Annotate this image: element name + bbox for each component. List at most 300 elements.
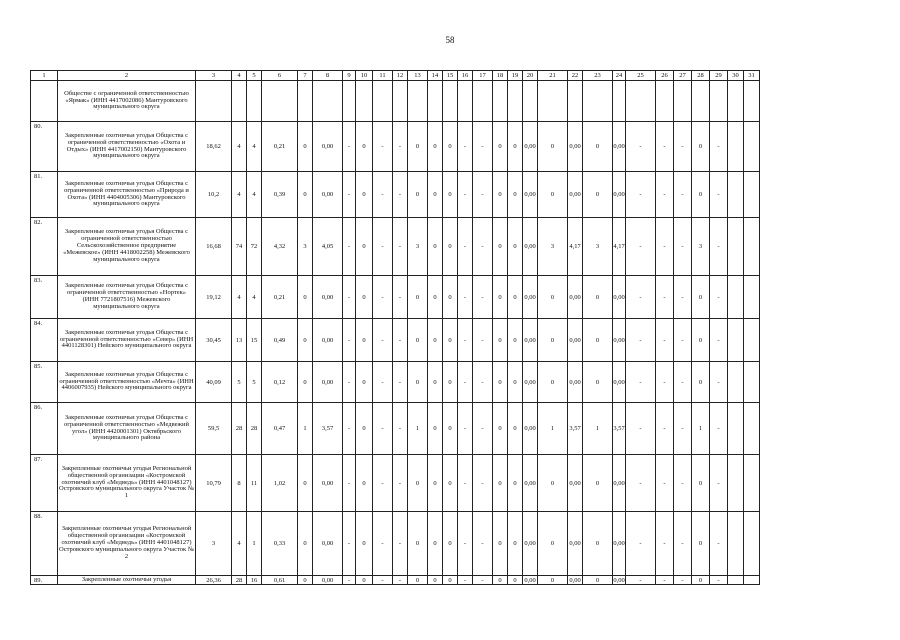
hunting-ground-name: Закрепленные охотничьи угодья [58,576,196,585]
cell-col-29: - [710,362,728,403]
cell-col-21: 0 [538,172,568,218]
cell-col-19: 0 [508,362,523,403]
cell-col-25: - [626,512,656,576]
cell-col-14: 0 [428,218,443,276]
cell-col-31 [744,172,760,218]
cell-col-19: 0 [508,455,523,512]
cell-col-8: 0,00 [313,276,343,319]
cell-col-11: - [373,403,393,455]
row-number: 81. [31,172,58,218]
cell-col-12: - [393,512,408,576]
cell-col-11: - [373,455,393,512]
cell-col-20: 0,00 [523,276,538,319]
cell-col-12: - [393,122,408,172]
column-number-14: 14 [428,71,443,81]
cell-col-21 [538,81,568,122]
column-number-5: 5 [247,71,262,81]
cell-col-6: 4,32 [262,218,298,276]
cell-col-26: - [656,172,674,218]
cell-col-7 [298,81,313,122]
cell-col-21: 0 [538,276,568,319]
column-number-19: 19 [508,71,523,81]
cell-col-24: 0,00 [613,455,626,512]
cell-col-29: - [710,512,728,576]
cell-col-27: - [674,455,692,512]
cell-col-29: - [710,276,728,319]
page-number: 58 [445,35,455,45]
cell-col-20: 0,00 [523,455,538,512]
cell-col-7: 0 [298,512,313,576]
cell-col-7: 0 [298,362,313,403]
cell-col-11: - [373,512,393,576]
row-number: 83. [31,276,58,319]
cell-col-13: 0 [408,122,428,172]
cell-col-25: - [626,576,656,585]
cell-col-14: 0 [428,172,443,218]
cell-col-15: 0 [443,276,458,319]
cell-col-10: 0 [356,455,373,512]
cell-col-4: 74 [232,218,247,276]
cell-col-16: - [458,512,473,576]
column-number-24: 24 [613,71,626,81]
cell-col-30 [728,122,744,172]
cell-col-26: - [656,362,674,403]
cell-col-8: 0,00 [313,172,343,218]
cell-col-3: 40,09 [196,362,232,403]
cell-col-24: 0,00 [613,362,626,403]
cell-col-17: - [473,276,493,319]
cell-col-10: 0 [356,276,373,319]
cell-col-24: 0,00 [613,319,626,362]
cell-col-10: 0 [356,122,373,172]
cell-col-29: - [710,172,728,218]
cell-col-15: 0 [443,172,458,218]
cell-col-23: 0 [583,172,613,218]
cell-col-19: 0 [508,218,523,276]
cell-col-11: - [373,276,393,319]
column-number-6: 6 [262,71,298,81]
cell-col-14: 0 [428,276,443,319]
cell-col-12: - [393,276,408,319]
cell-col-13: 0 [408,319,428,362]
column-number-12: 12 [393,71,408,81]
cell-col-31 [744,276,760,319]
cell-col-4: 13 [232,319,247,362]
table-row [31,319,760,362]
column-number-10: 10 [356,71,373,81]
cell-col-24: 0,00 [613,172,626,218]
cell-col-16: - [458,362,473,403]
cell-col-12 [393,81,408,122]
cell-col-7: 0 [298,455,313,512]
cell-col-4: 4 [232,172,247,218]
cell-col-12: - [393,362,408,403]
cell-col-22: 3,57 [568,403,583,455]
cell-col-15: 0 [443,403,458,455]
column-number-28: 28 [692,71,710,81]
cell-col-4 [232,81,247,122]
cell-col-3: 59,5 [196,403,232,455]
hunting-ground-name: Закрепленные охотничьи угодья Общества с ограниченной ответственностью «Охота и Отдых» (ИНН 4417002150) Мантуровского муниципального округа [58,122,196,172]
cell-col-24 [613,81,626,122]
cell-col-19 [508,81,523,122]
cell-col-16: - [458,455,473,512]
cell-col-15: 0 [443,512,458,576]
cell-col-6: 1,02 [262,455,298,512]
cell-col-9: - [343,276,356,319]
cell-col-31 [744,122,760,172]
cell-col-28 [692,81,710,122]
cell-col-24: 0,00 [613,576,625,584]
cell-col-7: 0 [298,122,313,172]
cell-col-13: 0 [408,362,428,403]
cell-col-10: 0 [356,403,373,455]
cell-col-27: - [674,512,692,576]
cell-col-20: 0,00 [523,403,538,455]
cell-col-11: - [373,362,393,403]
cell-col-12: - [393,319,408,362]
cell-col-20: 0,00 [523,172,538,218]
cell-col-24: 3,57 [613,403,626,455]
cell-col-16: - [458,122,473,172]
cell-col-22: 0,00 [569,576,581,584]
cell-col-18: 0 [493,576,508,585]
cell-col-28: 0 [692,122,710,172]
cell-col-14: 0 [428,455,443,512]
table-row [31,455,760,512]
cell-col-3: 30,45 [196,319,232,362]
cell-col-23: 0 [583,455,613,512]
cell-col-7: 1 [298,403,313,455]
column-number-23: 23 [583,71,613,81]
column-number-11: 11 [373,71,393,81]
hunting-ground-name: Закрепленные охотничьи угодья Общества с ограниченной ответственностью «Медвежий угол» (ИНН 4420001301) Октябрьского муниципального района [58,403,196,455]
cell-col-13: 3 [408,218,428,276]
cell-col-15: 0 [443,122,458,172]
cell-col-14: 0 [428,122,443,172]
cell-col-28: 0 [692,362,710,403]
cell-col-31 [744,512,760,576]
cell-col-8: 0,00 [313,319,343,362]
cell-col-22: 0,00 [568,455,583,512]
cell-col-17 [473,81,493,122]
cell-col-29: - [710,319,728,362]
cell-col-23: 0 [583,362,613,403]
cell-col-6: 0,61 [262,576,298,585]
cell-col-27: - [674,218,692,276]
cell-col-15: 0 [443,576,458,585]
table-row [31,276,760,319]
cell-col-5: 5 [247,362,262,403]
cell-col-9: - [343,512,356,576]
cell-col-21: 1 [538,403,568,455]
cell-col-5: 4 [247,172,262,218]
cell-col-4: 4 [232,276,247,319]
row-number: 87. [31,455,58,512]
column-number-7: 7 [298,71,313,81]
cell-col-12: - [393,576,408,585]
cell-col-24: 0,00 [613,276,626,319]
column-number-30: 30 [728,71,744,81]
cell-col-18: 0 [493,319,508,362]
cell-col-8: 0,00 [313,455,343,512]
cell-col-4: 5 [232,362,247,403]
cell-col-27: - [674,276,692,319]
cell-col-3: 16,68 [196,218,232,276]
column-number-4: 4 [232,71,247,81]
cell-col-17: - [473,455,493,512]
cell-col-26: - [656,576,674,585]
cell-col-13: 1 [408,403,428,455]
cell-col-30 [728,512,744,576]
table-row [31,172,760,218]
cell-col-22: 4,17 [568,218,583,276]
column-number-1: 1 [31,71,58,81]
cell-col-25 [626,81,656,122]
cell-col-19: 0 [508,576,523,585]
cell-col-30 [728,319,744,362]
hunting-ground-name: Закрепленные охотничьи угодья Региональной общественной организации «Костромской охотничий клуб «Медведь» (ИНН 4401048127) Островского муниципального округа Участок № 2 [58,512,196,576]
cell-col-28: 1 [692,403,710,455]
cell-col-11: - [373,172,393,218]
cell-col-22: 0,00 [568,362,583,403]
cell-col-12: - [393,403,408,455]
table-row [31,362,760,403]
cell-col-17: - [473,512,493,576]
cell-col-5: 15 [247,319,262,362]
cell-col-21: 0 [538,319,568,362]
cell-col-9: - [343,362,356,403]
cell-col-25: - [626,362,656,403]
cell-col-25: - [626,276,656,319]
cell-col-30 [728,81,744,122]
column-number-18: 18 [493,71,508,81]
cell-col-20: 0,00 [523,362,538,403]
cell-col-27: - [674,362,692,403]
column-number-8: 8 [313,71,343,81]
cell-col-5: 4 [247,276,262,319]
cell-col-7: 0 [298,319,313,362]
cell-col-26: - [656,122,674,172]
cell-col-17: - [473,362,493,403]
cell-col-23: 0 [583,512,613,576]
cell-col-11: - [373,576,393,585]
cell-col-9: - [343,319,356,362]
cell-col-22: 0,00 [568,122,583,172]
hunting-ground-name: Закрепленные охотничьи угодья Общества с ограниченной ответственностью «Природа и Охота» (ИНН 4404005306) Мантуровского муниципального округа [58,172,196,218]
cell-col-3 [196,81,232,122]
cell-col-20: 0,00 [523,512,538,576]
cell-col-9: - [343,403,356,455]
cell-col-6: 0,33 [262,512,298,576]
cell-col-29: - [710,122,728,172]
cell-col-23: 1 [583,403,613,455]
cell-col-29: - [710,403,728,455]
cell-col-30 [728,362,744,403]
cell-col-30 [728,455,744,512]
cell-col-27: - [674,319,692,362]
cell-col-30 [728,218,744,276]
cell-col-12: - [393,455,408,512]
cell-col-26: - [656,403,674,455]
cell-col-5: 4 [247,122,262,172]
cell-col-16: - [458,576,473,585]
cell-col-23: 0 [583,276,613,319]
cell-col-17: - [473,172,493,218]
row-number: 85. [31,362,58,403]
cell-col-5: 28 [247,403,262,455]
cell-col-6: 0,39 [262,172,298,218]
cell-col-18: 0 [493,403,508,455]
cell-col-20: 0,00 [523,218,538,276]
cell-col-24: 0,00 [613,122,626,172]
cell-col-3: 19,12 [196,276,232,319]
cell-col-29: - [710,455,728,512]
cell-col-5 [247,81,262,122]
cell-col-28: 0 [692,276,710,319]
cell-col-22: 0,00 [568,512,583,576]
column-number-31: 31 [744,71,760,81]
cell-col-9: - [343,576,356,585]
cell-col-7: 0 [298,576,313,585]
cell-col-6 [262,81,298,122]
cell-col-19: 0 [508,172,523,218]
cell-col-8: 0,00 [313,122,343,172]
column-number-9: 9 [343,71,356,81]
cell-col-8: 0,00 [313,576,343,585]
cell-col-9: - [343,218,356,276]
hunting-ground-name: Закрепленные охотничьи угодья Общества с ограниченной ответственностью «Мечта» (ИНН 4406007935) Нейского муниципального округа [58,362,196,403]
cell-col-4: 28 [232,576,247,585]
cell-col-26: - [656,276,674,319]
cell-col-19: 0 [508,276,523,319]
header-row [31,71,760,81]
cell-col-19: 0 [508,512,523,576]
cell-col-24: 0,00 [613,512,626,576]
cell-col-7: 0 [298,276,313,319]
cell-col-9: - [343,172,356,218]
cell-col-16 [458,81,473,122]
cell-col-4: 8 [232,455,247,512]
cell-col-30 [728,403,744,455]
hunting-ground-name: Закрепленные охотничьи угодья Общества с ограниченной ответственностью «Север» (ИНН 4401128301) Нейского муниципального округа [58,319,196,362]
column-number-25: 25 [626,71,656,81]
cell-col-10: 0 [356,172,373,218]
cell-col-20: 0,00 [523,122,538,172]
cell-col-31 [744,576,760,585]
cell-col-30 [728,276,744,319]
cell-col-14 [428,81,443,122]
cell-col-30 [728,576,744,585]
cell-col-6: 0,49 [262,319,298,362]
cell-col-31 [744,403,760,455]
cell-col-17: - [473,218,493,276]
cell-col-8 [313,81,343,122]
cell-col-10 [356,81,373,122]
cell-col-13: 0 [408,455,428,512]
cell-col-27: - [674,576,692,585]
cell-col-22: 0,00 [568,319,583,362]
cell-col-23: 0 [583,576,613,585]
cell-col-17: - [473,403,493,455]
cell-col-27: - [674,172,692,218]
cell-col-8: 3,57 [313,403,343,455]
cell-col-15: 0 [443,362,458,403]
cell-col-14: 0 [428,512,443,576]
column-number-13: 13 [408,71,428,81]
cell-col-19: 0 [508,122,523,172]
cell-col-23 [583,81,613,122]
cell-col-26: - [656,218,674,276]
cell-col-9: - [343,122,356,172]
column-number-2: 2 [58,71,196,81]
cell-col-18: 0 [493,362,508,403]
cell-col-28: 0 [692,455,710,512]
cell-col-20: 0,00 [523,319,538,362]
cell-col-16: - [458,276,473,319]
hunting-ground-name: Обществе с ограниченной ответственностью «Ярмак» (ИНН 4417002086) Мантуровского муниципального округа [58,81,196,122]
cell-col-19: 0 [508,319,523,362]
cell-col-9: - [343,455,356,512]
cell-col-13: 0 [408,512,428,576]
cell-col-26: - [656,455,674,512]
cell-col-31 [744,81,760,122]
cell-col-28: 0 [692,319,710,362]
table-row [31,576,760,585]
cell-col-16: - [458,218,473,276]
cell-col-28: 0 [692,512,710,576]
cell-col-10: 0 [356,362,373,403]
cell-col-3: 10,79 [196,455,232,512]
cell-col-18: 0 [493,512,508,576]
cell-col-28: 0 [692,576,710,585]
cell-col-16: - [458,172,473,218]
cell-col-18: 0 [493,122,508,172]
cell-col-13: 0 [408,172,428,218]
column-number-29: 29 [710,71,728,81]
cell-col-26 [656,81,674,122]
cell-col-29 [710,81,728,122]
cell-col-6: 0,47 [262,403,298,455]
cell-col-26: - [656,319,674,362]
cell-col-5: 72 [247,218,262,276]
cell-col-3: 10,2 [196,172,232,218]
cell-col-31 [744,455,760,512]
cell-col-10: 0 [356,218,373,276]
cell-col-18: 0 [493,172,508,218]
cell-col-21: 0 [538,455,568,512]
cell-col-3: 26,36 [196,576,232,585]
cell-col-27: - [674,122,692,172]
cell-col-28: 3 [692,218,710,276]
cell-col-25: - [626,172,656,218]
cell-col-15: 0 [443,218,458,276]
cell-col-3: 18,62 [196,122,232,172]
cell-col-14: 0 [428,319,443,362]
cell-col-8: 0,00 [313,512,343,576]
cell-col-22: 0,00 [568,172,583,218]
cell-col-3: 3 [196,512,232,576]
cell-col-14: 0 [428,403,443,455]
row-number: 84. [31,319,58,362]
column-number-22: 22 [568,71,583,81]
cell-col-16: - [458,403,473,455]
cell-col-25: - [626,403,656,455]
cell-col-13: 0 [408,276,428,319]
cell-col-17: - [473,576,493,585]
column-number-21: 21 [538,71,568,81]
cell-col-27 [674,81,692,122]
